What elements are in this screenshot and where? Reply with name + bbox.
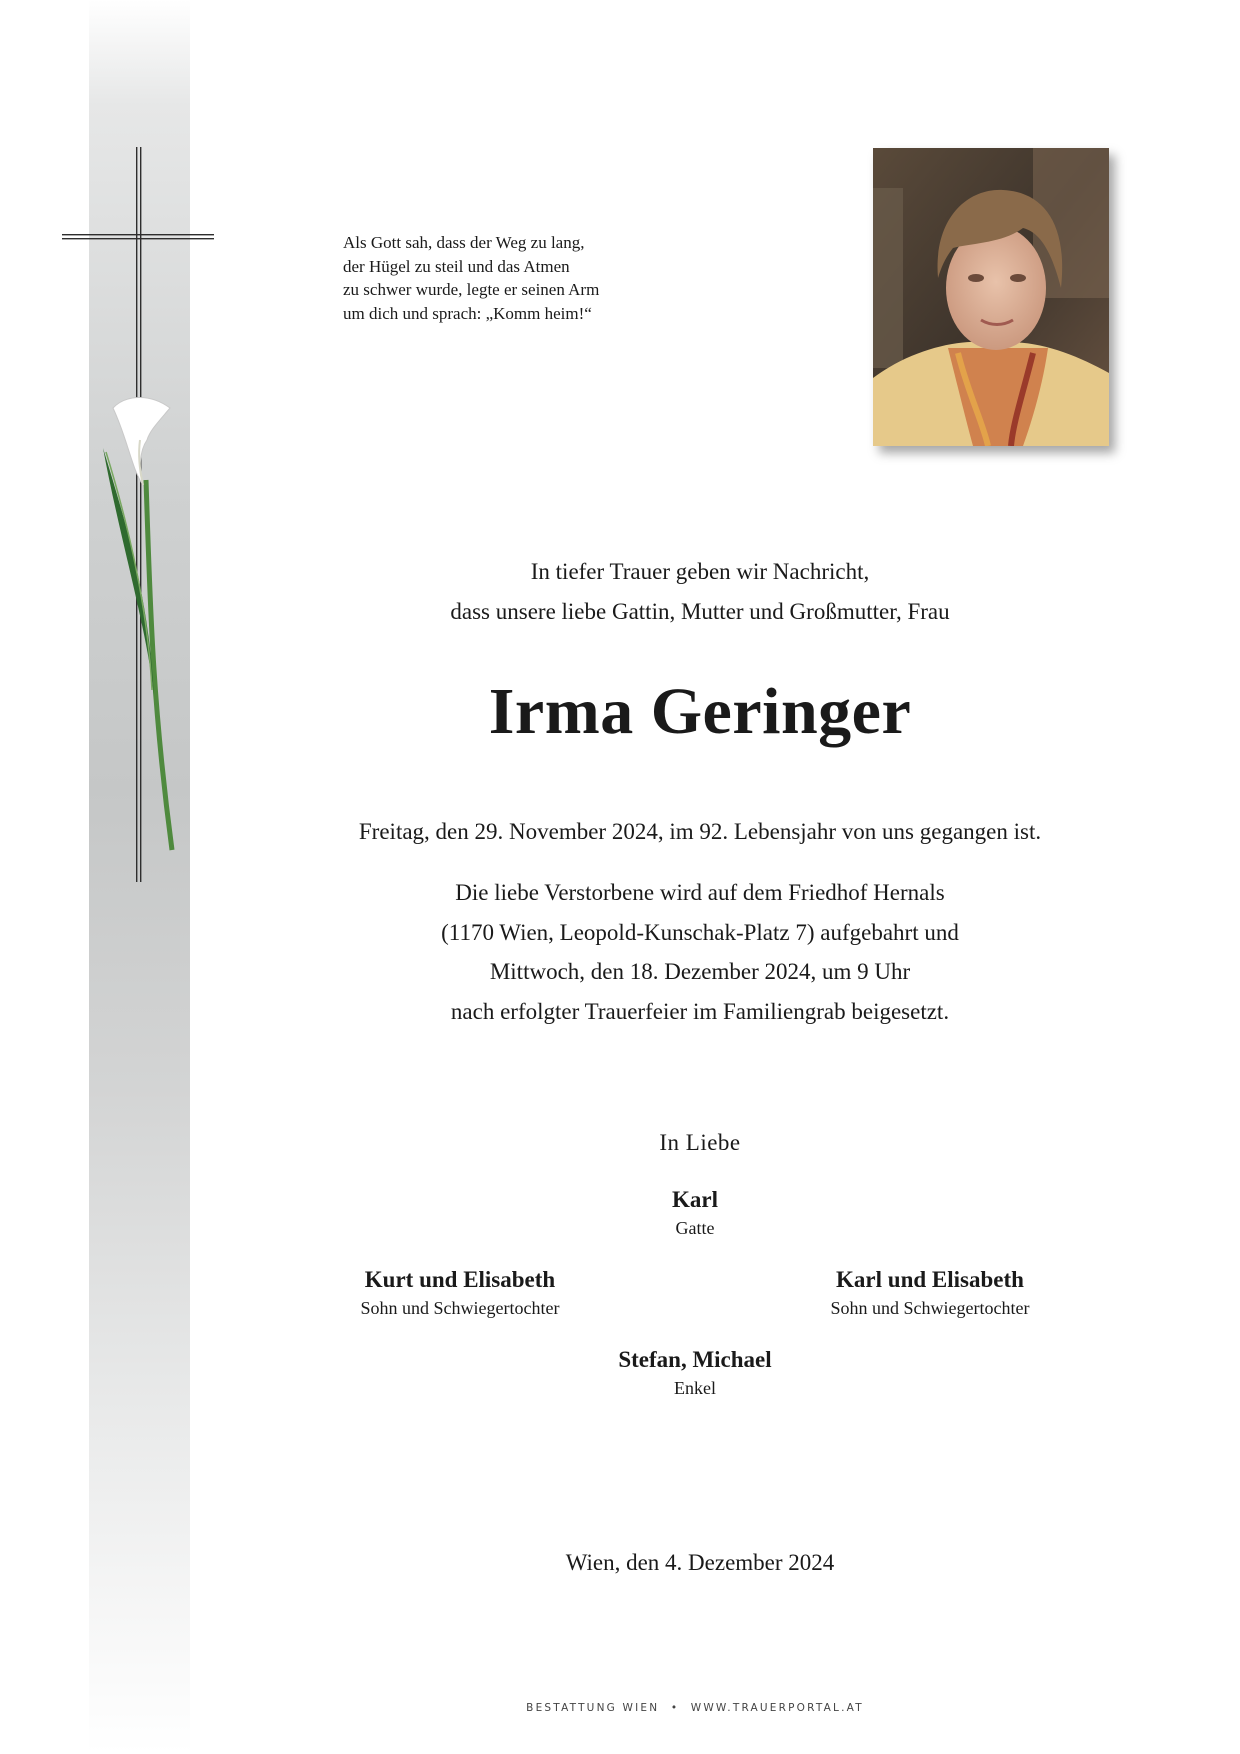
funeral-details [260, 873, 1140, 1031]
poem-line: der Hügel zu steil und das Atmen [343, 256, 570, 276]
mourner-entry [560, 1185, 830, 1241]
calla-lily-icon [103, 397, 172, 850]
mourner-name: Kurt und Elisabeth [364, 1267, 556, 1292]
mourner-relation: Sohn und Schwiegertochter [830, 1298, 1030, 1318]
intro-line-1: In tiefer Trauer geben wir Nachricht, [530, 559, 870, 584]
mourners-heading: In Liebe [659, 1130, 741, 1155]
poem-line: zu schwer wurde, legte er seinen Arm [343, 280, 600, 299]
funeral-line: (1170 Wien, Leopold-Kunschak-Platz 7) aufgebahrt und [441, 919, 959, 945]
place-and-date: Wien, den 4. Dezember 2024 [565, 1550, 835, 1575]
funeral-line: nach erfolgter Trauerfeier im Familiengrab beigesetzt. [450, 998, 950, 1024]
mourner-name: Karl [672, 1187, 718, 1212]
funeral-line: Mittwoch, den 18. Dezember 2024, um 9 Uhr [489, 959, 911, 984]
cross-icon [62, 147, 214, 882]
mourner-relation: Gatte [675, 1218, 715, 1238]
mourner-name: Stefan, Michael [618, 1347, 772, 1372]
intro-text [260, 552, 1140, 632]
portrait-photo [873, 148, 1109, 446]
poem-line: Als Gott sah, dass der Weg zu lang, [343, 233, 585, 252]
intro-line-2: dass unsere liebe Gattin, Mutter und Großmutter, Frau [450, 599, 950, 624]
footer-separator: • [670, 1702, 680, 1714]
cross-and-lily-decoration [0, 0, 240, 900]
mourner-entry [310, 1265, 610, 1321]
mourner-entry [545, 1345, 845, 1401]
mourner-relation: Sohn und Schwiegertochter [360, 1298, 560, 1318]
death-notice: Freitag, den 29. November 2024, im 92. Lebensjahr von uns gegangen ist. [358, 819, 1042, 844]
footer-company: BESTATTUNG WIEN [526, 1702, 660, 1714]
poem-line: um dich und sprach: „Komm heim!“ [343, 303, 592, 323]
mourner-relation: Enkel [674, 1378, 716, 1398]
footer [400, 1702, 990, 1714]
deceased-name: Irma Geringer [488, 675, 912, 748]
mourner-name: Karl und Elisabeth [836, 1267, 1024, 1292]
poem [343, 231, 663, 325]
mourner-entry [780, 1265, 1080, 1321]
funeral-line: Die liebe Verstorbene wird auf dem Friedhof Hernals [455, 880, 945, 905]
footer-website: WWW.TRAUERPORTAL.AT [690, 1702, 864, 1714]
